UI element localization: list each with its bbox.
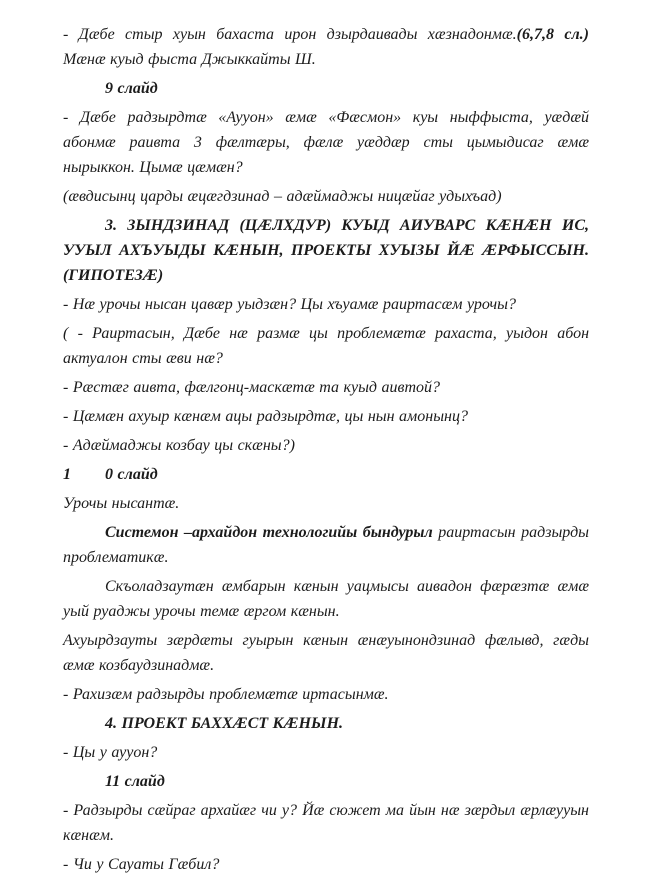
text-segment: 0 слайд — [105, 466, 158, 483]
text-segment: (æвдисынц царды æцæгдзинад – адæймаджы ницæйаг удыхъад) — [63, 188, 502, 205]
document-paragraph — [63, 852, 589, 877]
text-segment: - Нæ урочы нысан цавæр уыдзæн? Цы хъуамæ раиртасæм урочы? — [63, 296, 516, 313]
text-segment: Скъоладзаутæн æмбарын кæнын уацмысы аивадон фæрæзтæ æмæ уый руаджы урочы темæ æргом кæнын. — [63, 578, 589, 620]
section-heading — [63, 213, 589, 288]
document-paragraph — [63, 491, 589, 516]
text-segment: - Адæймаджы козбау цы скæны?) — [63, 437, 295, 454]
text-segment: Урочы нысантæ. — [63, 495, 180, 512]
document-paragraph — [63, 682, 589, 707]
text-segment: ( - Раиртасын, Дæбе нæ размæ цы проблемæтæ рахаста, уыдон абон актуалон сты æви нæ? — [63, 325, 589, 367]
text-segment: раиртасын радзырды проблематикæ. — [63, 524, 589, 566]
numbered-slide-label — [63, 462, 589, 487]
text-segment: - Рахизæм радзырды проблемæтæ иртасынмæ. — [63, 686, 389, 703]
text-segment: - Цæмæн ахуыр кæнæм ацы радзырдтæ, цы нын амонынц? — [63, 408, 468, 425]
document-paragraph — [63, 404, 589, 429]
text-segment: - Дæбе стыр хуын бахаста ирон дзырдаивады хæзнадонмæ. — [63, 26, 517, 43]
document-paragraph — [63, 22, 589, 72]
slide-label — [63, 769, 589, 794]
document-paragraph — [63, 292, 589, 317]
text-segment: - Рæстæг аивта, фæлгонц-маскæтæ та куыд аивтой? — [63, 379, 441, 396]
document-paragraph — [63, 184, 589, 209]
text-segment: Мæнæ куыд фыста Джыккайты Ш. — [63, 51, 316, 68]
document-paragraph — [63, 520, 589, 570]
document-paragraph — [63, 740, 589, 765]
text-segment: 4. ПРОЕКТ БАХХÆСТ КÆНЫН. — [105, 715, 344, 732]
document-paragraph — [63, 574, 589, 624]
text-segment: (6,7,8 сл.) — [516, 26, 589, 43]
document-paragraph — [63, 433, 589, 458]
document-paragraph — [63, 105, 589, 180]
section-heading — [63, 711, 589, 736]
document-paragraph — [63, 798, 589, 848]
document-paragraph — [63, 628, 589, 678]
slide-label — [63, 76, 589, 101]
text-segment: - Цы у аууон? — [63, 744, 158, 761]
text-segment: - Радзырды сæйраг архайæг чи у? Йæ сюжет ма йын нæ зæрдыл æрлæууын кæнæм. — [63, 802, 589, 844]
text-segment: 3. ЗЫНДЗИНАД (ЦÆЛХДУР) КУЫД АИУВАРС КÆНÆН ИС, УУЫЛ АХЪУЫДЫ КÆНЫН, ПРОЕКТЫ ХУЫЗЫ ЙÆ ÆРФЫССЫН. (ГИПОТЕЗÆ) — [63, 217, 589, 284]
document-paragraph — [63, 321, 589, 371]
text-segment: Системон –архайдон технологийы бындурыл — [105, 524, 433, 541]
text-segment: - Чи у Сауаты Гæбил? — [63, 856, 220, 873]
text-segment: 1 — [63, 466, 71, 483]
document-paragraph — [63, 375, 589, 400]
text-segment: Ахуырдзауты зæрдæты гуырын кæнын æнæуынондзинад фæлывд, гæды æмæ козбаудзинадмæ. — [63, 632, 589, 674]
text-segment: - Дæбе радзырдтæ «Аууон» æмæ «Фæсмон» куы ныффыста, уæдæй абонмæ раивта 3 фæлтæры, фæлæ уæддæр сты цымыдисаг æмæ нырыккон. Цымæ цæмæн? — [63, 109, 589, 176]
text-segment: 9 слайд — [105, 80, 158, 97]
text-segment: 11 слайд — [105, 773, 165, 790]
